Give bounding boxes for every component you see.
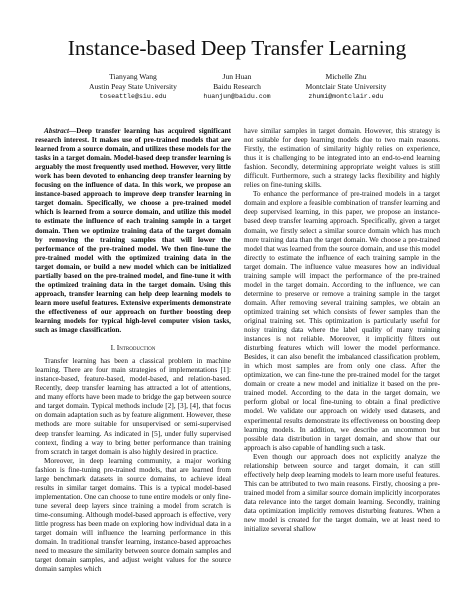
author-name: Jun Huan — [222, 72, 252, 81]
body-paragraph: Transfer learning has been a classical problem in machine learning. There are four main strategies of implementations [1]: instance-based, feature-based, model-based, and relation-based. Recently, deep transfer learning has attracted a lot of attentions, and many efforts have been made to bridge the gap between source and target domain. Typical methods include [2], [3], [4], that focus on domain adaptation such as by feature alignment. However, these methods are more suitable for unsupervised or semi-supervised deep transfer learning. As indicated in [5], under fully supervised context, finding a way to bring better performance than training from scratch in target domain is also highly desired in practice. — [35, 357, 232, 456]
author-affiliation: Austin Peay State University — [89, 82, 177, 92]
abstract-text: —Deep transfer learning has acquired significant research interest. It makes use of pre-trained models that are learned from a source domain, and utilizes these models for the tasks in a target domain. Model-based deep transfer learning is arguably the most frequently used method. However, very little work has been devoted to enhancing deep transfer learning by focusing on the influence of data. In this work, we propose an instance-based approach to improve deep transfer learning in target domain. Specifically, we choose a pre-trained model which is learned from a source domain, and utilize this model to estimate the influence of each training sample in a target domain. Then we optimize training data of the target domain by removing the training samples that will lower the performance of the pre-trained model. We then fine-tune the pre-trained model with the optimized training data in the target domain, or build a new model which can be initialized partially based on the pre-trained model, and fine-tune it with the optimized training data in the target domain. Using this approach, transfer learning can help deep learning models to learn more useful features. Extensive experiments demonstrate the effectiveness of our approach on further boosting deep learning models for typical high-level computer vision tasks, such as image classification. — [35, 127, 231, 335]
author-email: toseattle@siu.edu — [99, 93, 167, 101]
paper-title: Instance-based Deep Transfer Learning — [67, 36, 407, 60]
body-paragraph: have similar samples in target domain. However, this strategy is not suitable for deep learning models due to two main reasons. Firstly, the estimation of similarity highly relies on experience, thus it is challenging to be integrated into an end-to-end learning fashion. Secondly, determining appropriate weight values is still difficult. Furthermore, such a strategy lacks flexibility and highly relies on fine-tuning skills. — [244, 127, 440, 190]
author-affiliation: Baidu Research — [213, 82, 261, 92]
abstract — [35, 127, 231, 335]
author-affiliation: Montclair State University — [305, 82, 387, 92]
author-block-3 — [276, 72, 416, 103]
author-email: zhumi@montclair.edu — [308, 93, 384, 101]
left-column — [35, 127, 231, 574]
author-name: Tianyang Wang — [109, 72, 157, 81]
body-paragraph: Moreover, in deep learning community, a major working fashion is fine-tuning pre-trained models, that are learned from large benchmark datasets in source domains, to achieve ideal results in similar target domains. This is a typical model-based implementation. One can choose to tune entire models or only fine-tune several deep layers since training a model from scratch is time-consuming. Although model-based approach is effective, very little progress has been made on exploring how individual data in a target domain will influence the learning performance in this domain. In traditional transfer learning, instance-based approaches need to measure the similarity between source domain samples and target domain samples, and adjust weight values for the source domain samples which — [35, 456, 231, 574]
section-heading: I. Introduction — [110, 343, 156, 353]
author-name: Michelle Zhu — [325, 72, 367, 81]
abstract-label: Abstract — [44, 127, 69, 135]
body-paragraph: To enhance the performance of pre-trained models in a target domain and explore a feasible combination of transfer learning and deep supervised learning, in this paper, we propose an instance-based deep transfer learning approach. Specifically, given a target domain, we firstly select a similar source domain which has much more training data than the target domain. We choose a pre-trained model that was learned from the source domain, and use this model directly to estimate the influence of each training sample in the target domain. The influence value measures how an individual training sample will impact the performance of the pre-trained model in the target domain. According to the influence, we can determine to preserve or remove a training sample in the target domain. After removing several training samples, we obtain an optimized training set which consists of fewer samples than the original training set. This optimization is particularly useful for noisy training data where the label quality of many training instances is not reliable. Moreover, it implicitly filters out disturbing features which will lower the model performance. Besides, it can also benefit the imbalanced classification problem, in which most samples are from only one class. After the optimization, we can fine-tune the pre-trained model for the target domain or create a new model and initialize it based on the pre-trained model. According to the data in the target domain, we perform global or local fine-tuning to obtain a final predictive model. We validate our approach on widely used datasets, and experimental results demonstrate its effectiveness on boosting deep learning models. In addition, we describe an uncommon but possible data distribution in target domain, and show that our approach is also capable of handling such a task. — [244, 190, 440, 452]
body-paragraph: Even though our approach does not explicitly analyze the relationship between source and target domain, it can still effectively help deep learning models to learn more useful features. This can be attributed to two main reasons. Firstly, choosing a pre-trained model from a similar source domain implicitly incorporates data relevance into the target domain learning. Secondly, training data optimization implicitly removes disturbing features. When a new model is created for the target domain, we at least need to initialize several shallow — [244, 452, 440, 534]
right-column — [244, 127, 440, 534]
author-email: huanjun@baidu.com — [203, 93, 271, 101]
